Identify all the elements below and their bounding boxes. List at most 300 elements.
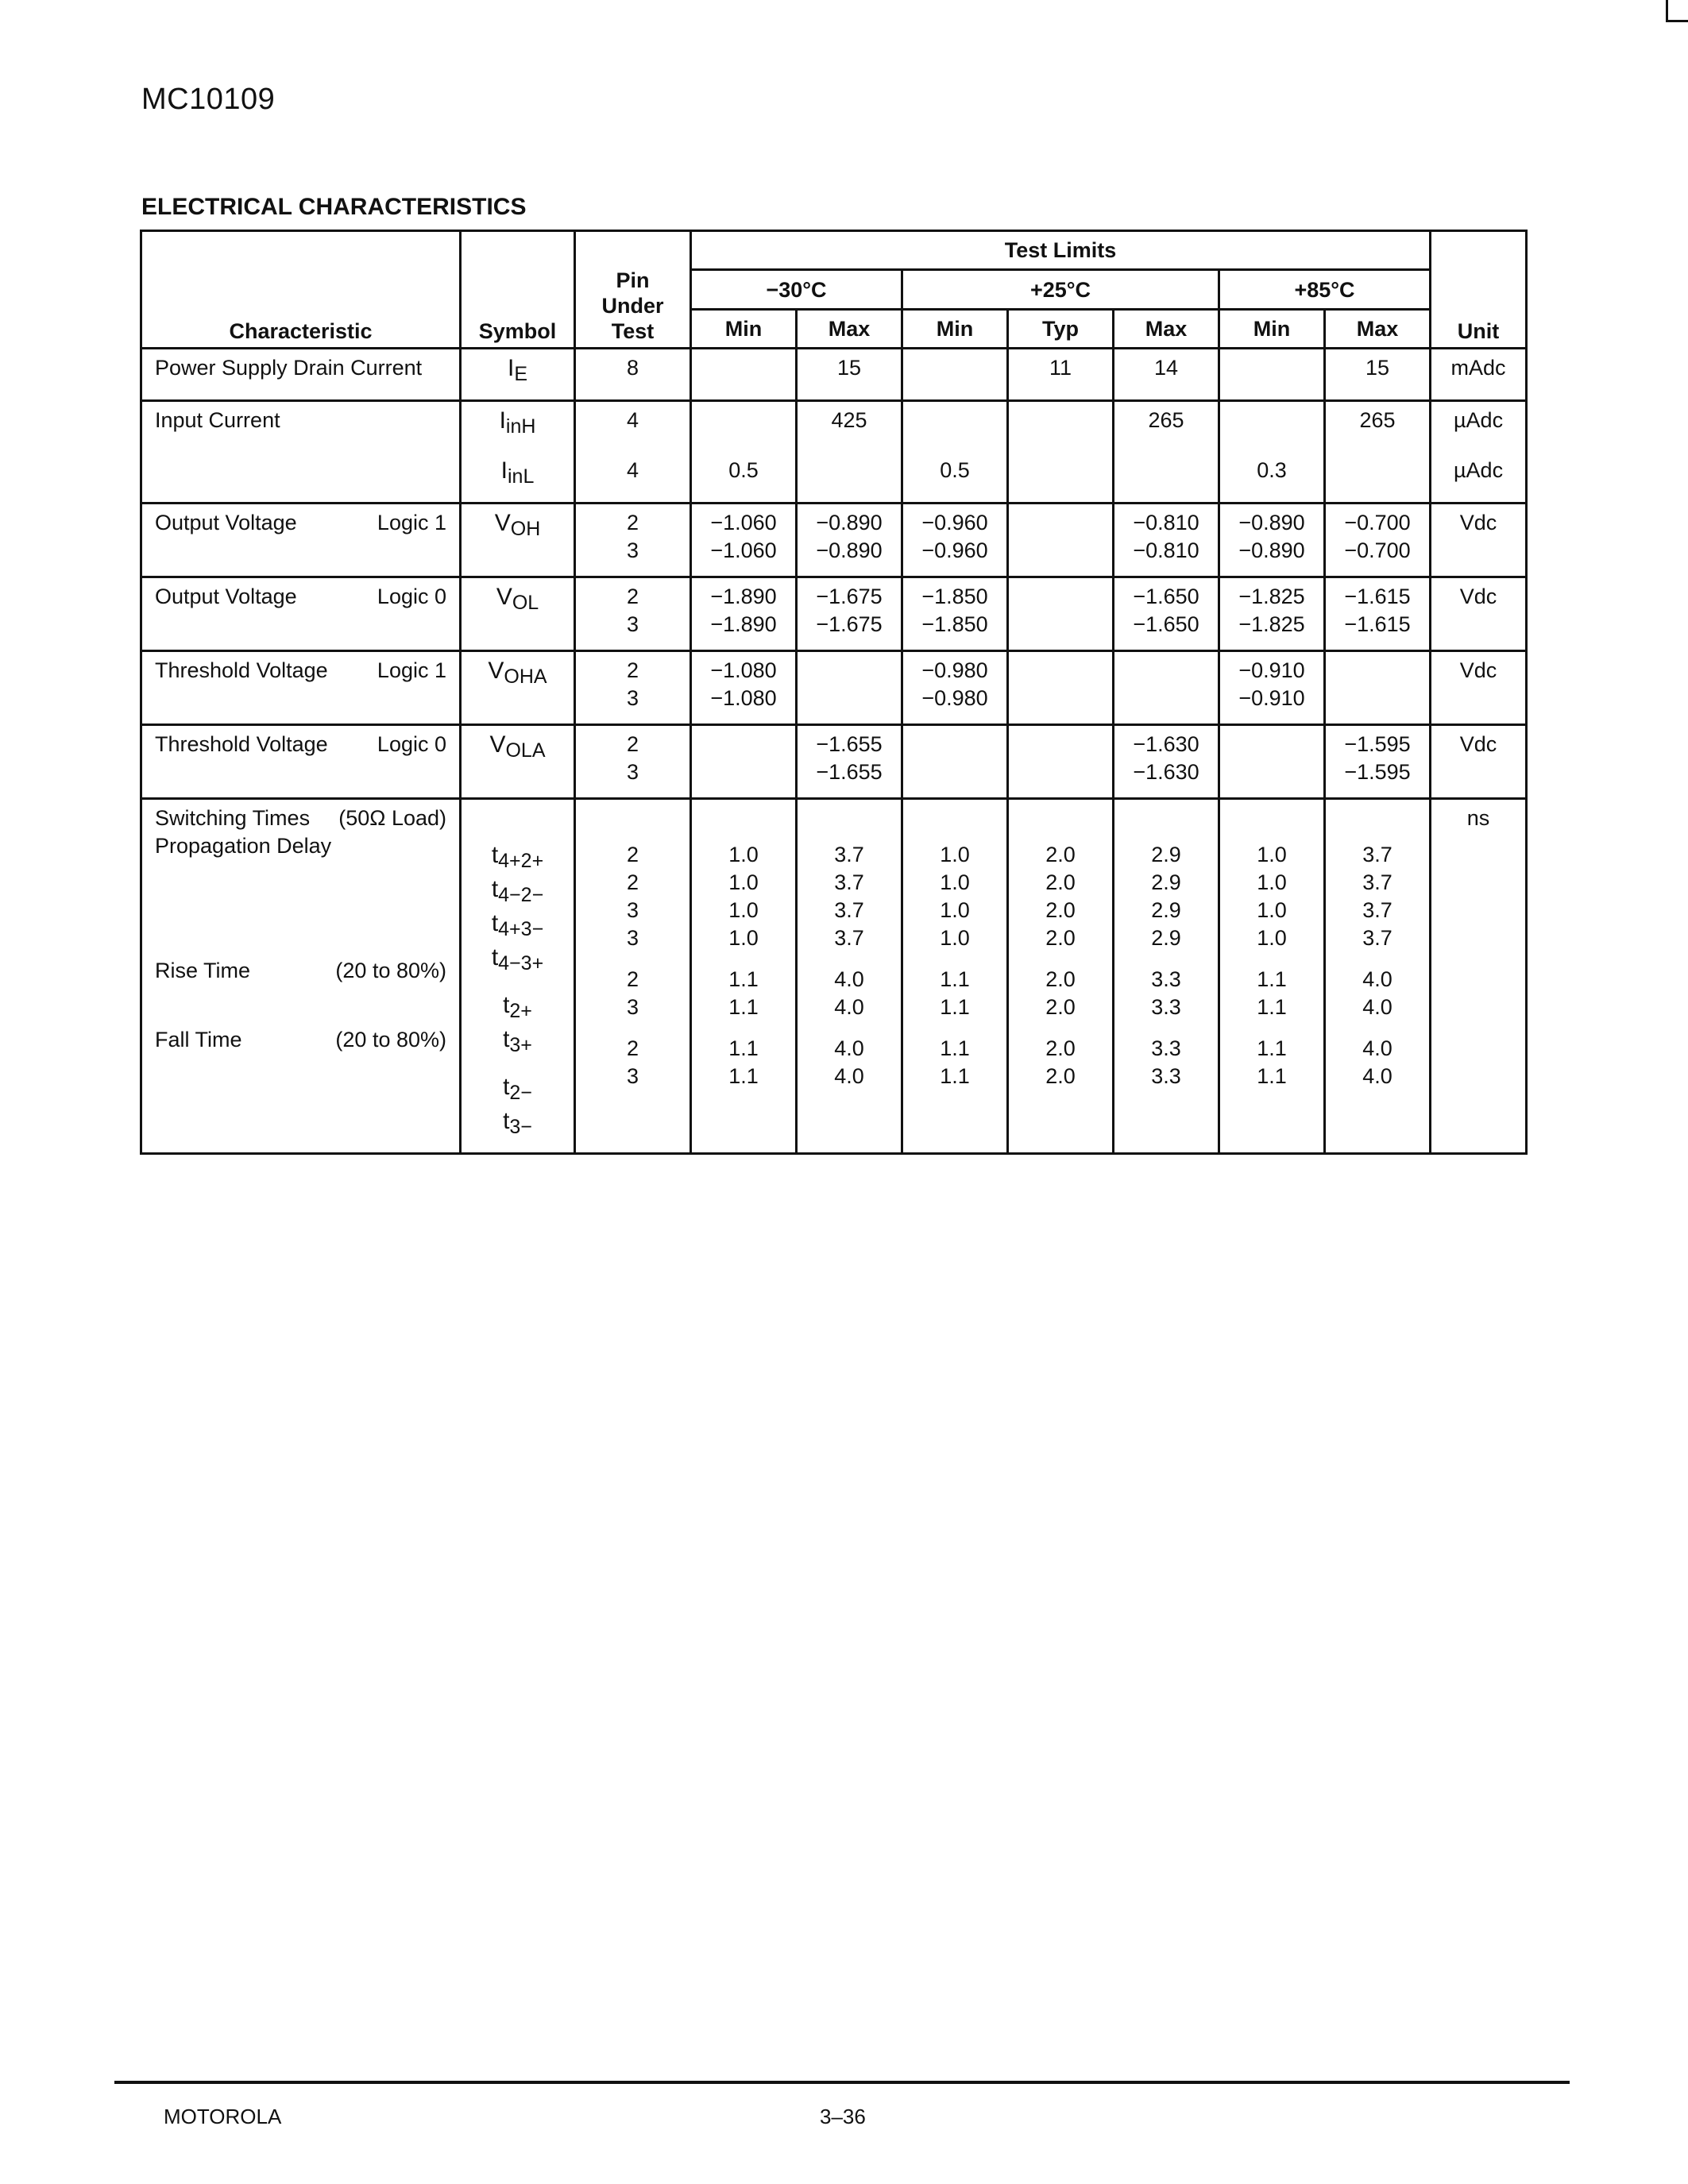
symbol-base: I xyxy=(500,457,508,484)
symbol-base: t xyxy=(503,1026,510,1052)
limit-value: 2.0 xyxy=(1045,1036,1076,1060)
symbol-cell xyxy=(461,452,575,504)
characteristic-name: Threshold Voltage xyxy=(155,658,328,682)
limit-value-cell xyxy=(797,349,902,401)
limit-value-cell xyxy=(902,725,1008,799)
limit-value-cell xyxy=(797,452,902,504)
header-symbol: Symbol xyxy=(461,231,575,349)
limit-value: 1.1 xyxy=(728,967,759,991)
pin-cell xyxy=(575,651,691,725)
limit-value-cell xyxy=(691,577,797,651)
footer-rule xyxy=(114,2081,1570,2084)
unit-cell xyxy=(1431,725,1527,799)
limit-value-cell xyxy=(691,452,797,504)
symbol-base: t xyxy=(491,944,499,970)
pin-value: 3 xyxy=(626,926,639,950)
limit-value: 3.7 xyxy=(834,843,864,866)
symbol-subscript: 4+3− xyxy=(498,918,544,940)
symbol-cell xyxy=(461,349,575,401)
limit-value: 15 xyxy=(1365,356,1390,380)
header-pin-line: Pin xyxy=(616,268,650,292)
limit-value: −1.650 xyxy=(1133,612,1199,636)
limit-value: 1.0 xyxy=(940,926,970,950)
limit-value-cell xyxy=(1008,725,1114,799)
limit-value: −0.890 xyxy=(1238,538,1305,562)
unit-value: ns xyxy=(1466,806,1490,830)
table-row-switching-times xyxy=(141,799,1527,1154)
characteristic-name: Propagation Delay xyxy=(155,834,332,858)
limit-value: 2.9 xyxy=(1151,898,1181,922)
limit-value: 1.1 xyxy=(1257,1064,1287,1088)
limit-value: −1.675 xyxy=(816,612,883,636)
limit-value: −1.890 xyxy=(710,585,777,608)
limit-value-cell xyxy=(1325,401,1431,453)
unit-cell xyxy=(1431,577,1527,651)
pin-value: 8 xyxy=(626,356,639,380)
characteristic-cell xyxy=(141,577,461,651)
symbol-text xyxy=(469,657,566,691)
limit-value-cell xyxy=(1008,452,1114,504)
limit-value: 1.0 xyxy=(1257,926,1287,950)
limit-value-cell xyxy=(1325,452,1431,504)
symbol-text xyxy=(469,841,566,875)
section-title: ELECTRICAL CHARACTERISTICS xyxy=(141,194,527,220)
unit-cell xyxy=(1431,504,1527,577)
limit-value-cell xyxy=(1008,577,1114,651)
limit-value-cell xyxy=(797,504,902,577)
table-row xyxy=(141,504,1527,577)
limit-value-cell xyxy=(797,577,902,651)
limit-value: 4.0 xyxy=(1362,1036,1393,1060)
limit-value: −1.060 xyxy=(710,538,777,562)
symbol-text xyxy=(469,457,566,491)
limit-value: −1.595 xyxy=(1344,732,1411,756)
limit-value: −1.080 xyxy=(710,686,777,710)
header-temp-minus30: −30°C xyxy=(691,270,902,310)
limit-value: 11 xyxy=(1049,356,1072,380)
pin-value: 4 xyxy=(626,408,639,432)
limit-value: 1.1 xyxy=(940,967,970,991)
symbol-text xyxy=(469,509,566,543)
limit-value: −0.890 xyxy=(816,511,883,534)
limit-value-cell xyxy=(1114,799,1219,1154)
part-number: MC10109 xyxy=(141,83,276,116)
symbol-text xyxy=(469,354,566,388)
characteristic-condition: Logic 0 xyxy=(377,585,446,608)
header-temp-plus85: +85°C xyxy=(1219,270,1431,310)
symbol-subscript: E xyxy=(514,363,528,385)
limit-value: 1.0 xyxy=(1257,870,1287,894)
symbol-base: t xyxy=(503,1074,510,1100)
limit-value-cell xyxy=(1008,651,1114,725)
unit-value: Vdc xyxy=(1459,511,1497,534)
limit-value-cell xyxy=(691,349,797,401)
limit-value: −0.910 xyxy=(1238,658,1305,682)
characteristic-cell xyxy=(141,504,461,577)
symbol-cell xyxy=(461,504,575,577)
limit-value: −0.960 xyxy=(921,511,988,534)
symbol-text xyxy=(469,407,566,441)
unit-cell xyxy=(1431,651,1527,725)
pin-cell xyxy=(575,799,691,1154)
limit-value: 2.0 xyxy=(1045,1064,1076,1088)
limit-value-cell xyxy=(797,401,902,453)
limit-value: −1.630 xyxy=(1133,760,1199,784)
characteristic-condition: (50Ω Load) xyxy=(338,806,446,830)
limit-value: −1.655 xyxy=(816,732,883,756)
header-sub-min: Min xyxy=(691,310,797,349)
limit-value-cell xyxy=(1325,799,1431,1154)
limit-value: 4.0 xyxy=(1362,1064,1393,1088)
limit-value-cell xyxy=(1219,799,1325,1154)
limit-value: 2.0 xyxy=(1045,870,1076,894)
pin-value: 3 xyxy=(626,538,639,562)
characteristic-cell xyxy=(141,651,461,725)
characteristic-condition: Logic 0 xyxy=(377,732,446,756)
limit-value: −0.890 xyxy=(1238,511,1305,534)
limit-value: 1.0 xyxy=(940,870,970,894)
limit-value-cell xyxy=(1325,504,1431,577)
limit-value: −0.810 xyxy=(1133,511,1199,534)
header-characteristic: Characteristic xyxy=(141,231,461,349)
limit-value-cell xyxy=(691,799,797,1154)
limit-value: 1.1 xyxy=(1257,995,1287,1019)
header-unit: Unit xyxy=(1431,231,1527,349)
symbol-base: t xyxy=(491,876,499,902)
pin-cell xyxy=(575,725,691,799)
switching-group-label xyxy=(155,832,451,957)
symbol-subscript: 4+2+ xyxy=(498,850,544,872)
symbol-subscript: OHA xyxy=(504,666,547,688)
header-sub-min: Min xyxy=(1219,310,1325,349)
pin-value: 2 xyxy=(626,1036,639,1060)
unit-value: Vdc xyxy=(1459,732,1497,756)
characteristic-cell xyxy=(141,799,461,1154)
symbol-base: t xyxy=(503,992,510,1018)
table-row xyxy=(141,349,1527,401)
limit-value-cell xyxy=(1114,349,1219,401)
limit-value: 4.0 xyxy=(1362,995,1393,1019)
limit-value: 1.1 xyxy=(940,1064,970,1088)
unit-value: µAdc xyxy=(1453,458,1504,482)
symbol-subscript: inH xyxy=(505,415,536,438)
pin-value: 2 xyxy=(626,585,639,608)
characteristic-cell xyxy=(141,401,461,453)
characteristic-name: Input Current xyxy=(155,408,280,432)
characteristic-cell xyxy=(141,452,461,504)
limit-value-cell xyxy=(1114,401,1219,453)
limit-value: 1.0 xyxy=(1257,898,1287,922)
limit-value-cell xyxy=(1219,504,1325,577)
limit-value: 1.1 xyxy=(728,1036,759,1060)
limit-value: 1.0 xyxy=(940,898,970,922)
limit-value: 1.0 xyxy=(1257,843,1287,866)
pin-cell xyxy=(575,349,691,401)
symbol-subscript: OL xyxy=(512,592,539,614)
limit-value: 1.0 xyxy=(728,926,759,950)
limit-value-cell xyxy=(1325,725,1431,799)
header-sub-typ: Typ xyxy=(1008,310,1114,349)
symbol-text xyxy=(469,909,566,943)
limit-value: 4.0 xyxy=(834,1064,864,1088)
limit-value: −0.890 xyxy=(816,538,883,562)
characteristic-name: Switching Times xyxy=(155,806,311,830)
symbol-subscript: 2+ xyxy=(509,1000,532,1022)
limit-value: 3.3 xyxy=(1151,967,1181,991)
limit-value: 4.0 xyxy=(1362,967,1393,991)
symbol-subscript: inL xyxy=(507,465,535,488)
pin-cell xyxy=(575,504,691,577)
characteristic-name: Power Supply Drain Current xyxy=(155,356,423,380)
limit-value: 1.0 xyxy=(940,843,970,866)
limit-value: −1.850 xyxy=(921,612,988,636)
table-header xyxy=(141,231,1527,349)
limit-value: 4.0 xyxy=(834,995,864,1019)
characteristic-condition: Logic 1 xyxy=(377,511,446,534)
pin-cell xyxy=(575,401,691,453)
limit-value: 2.9 xyxy=(1151,870,1181,894)
unit-value: µAdc xyxy=(1453,408,1504,432)
limit-value-cell xyxy=(1219,452,1325,504)
limit-value: −1.825 xyxy=(1238,612,1305,636)
limit-value-cell xyxy=(1325,349,1431,401)
header-sub-min: Min xyxy=(902,310,1008,349)
limit-value: −0.960 xyxy=(921,538,988,562)
header-sub-max: Max xyxy=(1114,310,1219,349)
characteristic-name: Threshold Voltage xyxy=(155,732,328,756)
limit-value: −1.650 xyxy=(1133,585,1199,608)
unit-cell xyxy=(1431,401,1527,453)
limit-value-cell xyxy=(1008,349,1114,401)
header-pin-line: Under xyxy=(601,294,664,318)
limit-value-cell xyxy=(1325,651,1431,725)
pin-value: 3 xyxy=(626,760,639,784)
limit-value: −1.615 xyxy=(1344,612,1411,636)
limit-value-cell xyxy=(1008,799,1114,1154)
limit-value-cell xyxy=(902,577,1008,651)
limit-value: 2.0 xyxy=(1045,926,1076,950)
symbol-subscript: 4−2− xyxy=(498,884,544,906)
pin-value: 3 xyxy=(626,686,639,710)
limit-value: 1.0 xyxy=(728,870,759,894)
characteristic-name: Output Voltage xyxy=(155,511,297,534)
table-body xyxy=(141,349,1527,1154)
symbol-base: t xyxy=(503,1108,510,1134)
pin-value: 4 xyxy=(626,458,639,482)
limit-value: −1.850 xyxy=(921,585,988,608)
symbol-base: V xyxy=(494,510,511,536)
limit-value-cell xyxy=(797,799,902,1154)
symbol-base: t xyxy=(491,842,499,868)
symbol-base: V xyxy=(488,658,504,684)
limit-value: 14 xyxy=(1153,356,1179,380)
header-pin-under-test xyxy=(575,231,691,349)
pin-cell xyxy=(575,577,691,651)
symbol-text xyxy=(469,1025,566,1059)
symbol-subscript: 4−3+ xyxy=(498,952,544,974)
limit-value: 3.7 xyxy=(834,898,864,922)
limit-value: 2.0 xyxy=(1045,843,1076,866)
symbol-base: I xyxy=(507,355,515,381)
symbol-subscript: OH xyxy=(510,518,541,540)
switching-group-label xyxy=(155,957,451,1026)
footer-brand: MOTOROLA xyxy=(164,2105,282,2128)
limit-value-cell xyxy=(1114,452,1219,504)
limit-value-cell xyxy=(1114,651,1219,725)
limit-value: 3.3 xyxy=(1151,1036,1181,1060)
symbol-subscript: 3− xyxy=(509,1116,532,1138)
limit-value: 1.1 xyxy=(1257,1036,1287,1060)
limit-value: 1.1 xyxy=(728,1064,759,1088)
limit-value: 0.5 xyxy=(728,458,759,482)
limit-value: 15 xyxy=(836,356,862,380)
limit-value: 2.9 xyxy=(1151,926,1181,950)
limit-value: 3.7 xyxy=(1362,870,1393,894)
pin-value: 2 xyxy=(626,658,639,682)
characteristic-name: Output Voltage xyxy=(155,585,297,608)
pin-value: 2 xyxy=(626,511,639,534)
pin-cell xyxy=(575,452,691,504)
symbol-text xyxy=(469,583,566,617)
unit-value: Vdc xyxy=(1459,658,1497,682)
symbol-text xyxy=(469,991,566,1025)
limit-value: 425 xyxy=(831,408,867,432)
limit-value: 1.1 xyxy=(940,1036,970,1060)
header-pin-line: Test xyxy=(611,319,655,343)
limit-value: 4.0 xyxy=(834,967,864,991)
limit-value: 1.1 xyxy=(940,995,970,1019)
symbol-base: V xyxy=(496,584,512,610)
pin-value: 2 xyxy=(626,967,639,991)
limit-value: 2.0 xyxy=(1045,967,1076,991)
limit-value: 4.0 xyxy=(834,1036,864,1060)
unit-value: Vdc xyxy=(1459,585,1497,608)
limit-value: 3.7 xyxy=(1362,843,1393,866)
limit-value-cell xyxy=(691,725,797,799)
switching-group-label xyxy=(155,1026,451,1095)
limit-value: 0.3 xyxy=(1257,458,1287,482)
limit-value-cell xyxy=(902,651,1008,725)
limit-value: −1.825 xyxy=(1238,585,1305,608)
limit-value: 265 xyxy=(1148,408,1184,432)
limit-value-cell xyxy=(1219,651,1325,725)
limit-value-cell xyxy=(1114,577,1219,651)
symbol-base: V xyxy=(489,731,506,758)
limit-value-cell xyxy=(1008,401,1114,453)
limit-value-cell xyxy=(797,651,902,725)
limit-value: −1.615 xyxy=(1344,585,1411,608)
pin-value: 3 xyxy=(626,1064,639,1088)
limit-value: 3.3 xyxy=(1151,1064,1181,1088)
unit-value: mAdc xyxy=(1450,356,1506,380)
limit-value: 265 xyxy=(1359,408,1396,432)
limit-value: −0.980 xyxy=(921,686,988,710)
limit-value-cell xyxy=(691,504,797,577)
limit-value: 3.7 xyxy=(1362,898,1393,922)
symbol-subscript: 2− xyxy=(509,1082,532,1104)
limit-value: −1.595 xyxy=(1344,760,1411,784)
limit-value: 2.0 xyxy=(1045,898,1076,922)
characteristic-condition: (20 to 80%) xyxy=(335,959,446,982)
pin-value: 2 xyxy=(626,732,639,756)
table-row xyxy=(141,725,1527,799)
symbol-cell xyxy=(461,799,575,1154)
characteristic-name: Rise Time xyxy=(155,959,251,982)
symbol-cell xyxy=(461,401,575,453)
pin-value: 3 xyxy=(626,612,639,636)
electrical-characteristics-table xyxy=(140,230,1528,1155)
limit-value-cell xyxy=(902,799,1008,1154)
limit-value: 3.3 xyxy=(1151,995,1181,1019)
limit-value-cell xyxy=(1219,401,1325,453)
characteristic-cell xyxy=(141,349,461,401)
limit-value: 3.7 xyxy=(834,926,864,950)
limit-value-cell xyxy=(1219,349,1325,401)
characteristic-name: Fall Time xyxy=(155,1028,242,1051)
table-row xyxy=(141,401,1527,453)
symbol-text xyxy=(469,943,566,978)
symbol-text xyxy=(469,1073,566,1107)
limit-value-cell xyxy=(1219,577,1325,651)
symbol-cell xyxy=(461,577,575,651)
limit-value-cell xyxy=(797,725,902,799)
unit-cell xyxy=(1431,799,1527,1154)
symbol-subscript: 3+ xyxy=(509,1034,532,1056)
limit-value: 1.0 xyxy=(728,898,759,922)
symbol-text xyxy=(469,1107,566,1141)
symbol-cell xyxy=(461,725,575,799)
limit-value: 3.7 xyxy=(834,870,864,894)
table-row xyxy=(141,577,1527,651)
limit-value: 0.5 xyxy=(940,458,970,482)
unit-cell xyxy=(1431,452,1527,504)
limit-value: 2.0 xyxy=(1045,995,1076,1019)
limit-value: −0.910 xyxy=(1238,686,1305,710)
limit-value-cell xyxy=(691,651,797,725)
limit-value-cell xyxy=(902,349,1008,401)
header-sub-max: Max xyxy=(797,310,902,349)
limit-value: 3.7 xyxy=(1362,926,1393,950)
limit-value-cell xyxy=(1325,577,1431,651)
limit-value: 1.1 xyxy=(1257,967,1287,991)
limit-value: −1.060 xyxy=(710,511,777,534)
unit-cell xyxy=(1431,349,1527,401)
limit-value: −0.700 xyxy=(1344,538,1411,562)
symbol-base: I xyxy=(499,407,506,434)
header-temp-plus25: +25°C xyxy=(902,270,1219,310)
characteristic-cell xyxy=(141,725,461,799)
pin-value: 3 xyxy=(626,898,639,922)
limit-value: −1.890 xyxy=(710,612,777,636)
limit-value: 1.1 xyxy=(728,995,759,1019)
limit-value: −0.700 xyxy=(1344,511,1411,534)
limit-value-cell xyxy=(902,452,1008,504)
limit-value-cell xyxy=(902,504,1008,577)
limit-value: −1.675 xyxy=(816,585,883,608)
limit-value: −1.080 xyxy=(710,658,777,682)
pin-value: 2 xyxy=(626,870,639,894)
table-row xyxy=(141,651,1527,725)
limit-value-cell xyxy=(902,401,1008,453)
symbol-base: t xyxy=(491,910,499,936)
limit-value: −0.980 xyxy=(921,658,988,682)
limit-value-cell xyxy=(1114,504,1219,577)
characteristic-condition: Logic 1 xyxy=(377,658,446,682)
symbol-text xyxy=(469,875,566,909)
header-test-limits: Test Limits xyxy=(691,231,1431,270)
header-sub-max: Max xyxy=(1325,310,1431,349)
pin-value: 3 xyxy=(626,995,639,1019)
